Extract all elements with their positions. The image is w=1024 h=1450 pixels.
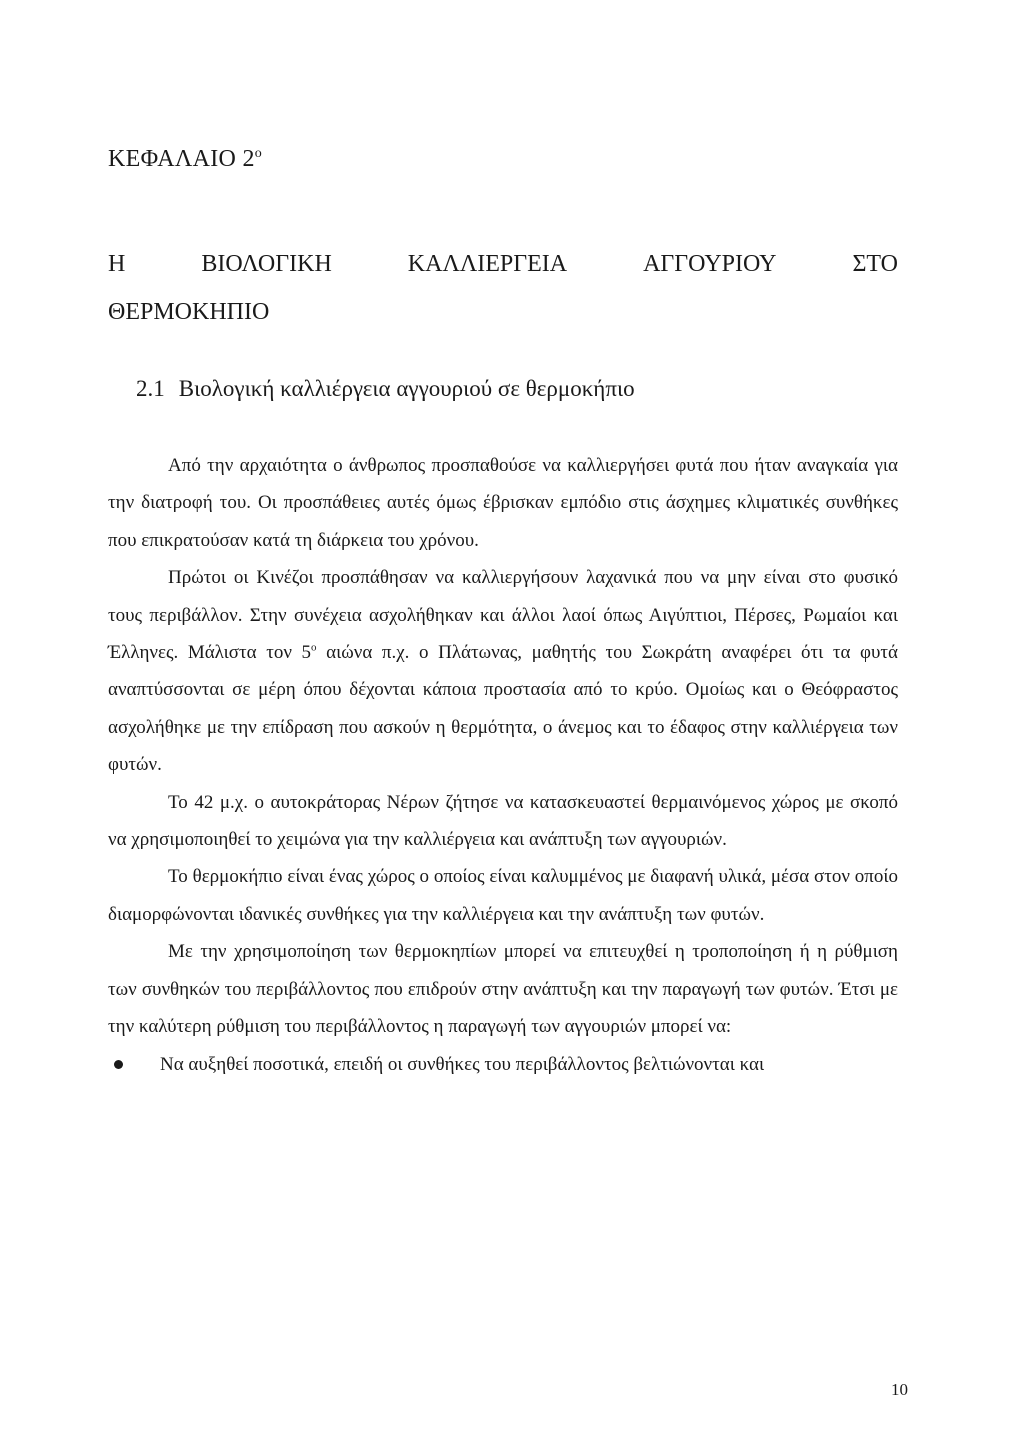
list-item-text: Να αυξηθεί ποσοτικά, επειδή οι συνθήκες του περιβάλλοντος βελτιώνονται και <box>160 1053 765 1075</box>
chapter-title-line-1 <box>108 240 898 288</box>
chapter-label: ΚΕΦΑΛΑΙΟ 2 <box>108 146 255 172</box>
body-text <box>108 447 898 1083</box>
section-number: 2.1 <box>136 376 165 401</box>
bullet-list <box>108 1046 898 1083</box>
title-word: ΒΙΟΛΟΓΙΚΗ <box>201 251 332 277</box>
title-word: ΣΤΟ <box>852 251 898 277</box>
page-number: 10 <box>891 1380 908 1399</box>
section-title: Βιολογική καλλιέργεια αγγουριού σε θερμοκήπιο <box>178 376 635 401</box>
paragraph: Το θερμοκήπιο είναι ένας χώρος ο οποίος είναι καλυμμένος με διαφανή υλικά, μέσα στον οποίο διαμορφώνονται ιδανικές συνθήκες για την καλλιέργεια και την ανάπτυξη των φυτών. <box>108 866 898 925</box>
paragraph-part: αιώνα π.χ. ο Πλάτωνας, μαθητής του Σωκράτη αναφέρει ότι τα φυτά αναπτύσσονται σε μέρη όπου δέχονται κάποια προστασία από το κρύο. Ομοίως και ο Θεόφραστος ασχολήθηκε με την επίδραση που ασκούν η θερμότητα, ο άνεμος και το έδαφος στην καλλιέργεια των φυτών. <box>108 642 898 776</box>
title-word: ΑΓΓΟΥΡΙΟΥ <box>643 251 777 277</box>
section-heading <box>136 376 635 402</box>
title-word: ΚΑΛΛΙΕΡΓΕΙΑ <box>407 251 568 277</box>
chapter-title-line-2: ΘΕΡΜΟΚΗΠΙΟ <box>108 299 270 325</box>
superscript: ο <box>311 641 317 654</box>
chapter-heading <box>108 146 262 173</box>
paragraph: Το 42 μ.χ. ο αυτοκράτορας Νέρων ζήτησε να κατασκευαστεί θερμαινόμενος χώρος με σκοπό να χρησιμοποιηθεί το χειμώνα για την καλλιέργεια και ανάπτυξη των αγγουριών. <box>108 791 898 851</box>
paragraph: Με την χρησιμοποίηση των θερμοκηπίων μπορεί να επιτευχθεί η τροποποίηση ή η ρύθμιση των συνθηκών του περιβάλλοντος που επιδρούν στην ανάπτυξη και την παραγωγή των φυτών. Έτσι με την καλύτερη ρύθμιση του περιβάλλοντος η παραγωγή των αγγουριών μπορεί να: <box>108 941 898 1038</box>
paragraph: Από την αρχαιότητα ο άνθρωπος προσπαθούσε να καλλιεργήσει φυτά που ήταν αναγκαία για την διατροφή του. Οι προσπάθειες αυτές όμως έβρισκαν εμπόδιο στις άσχημες κλιματικές συνθήκες που επικρατούσαν κατά τη διάρκεια του χρόνου. <box>108 455 898 551</box>
bullet-icon <box>114 1060 123 1069</box>
title-word: Η <box>108 251 126 277</box>
chapter-title <box>108 240 898 336</box>
paragraph-part: Πρώτοι οι Κινέζοι προσπάθησαν να καλλιεργήσουν λαχανικά που να μην είναι στο φυσικό τους περιβάλλον. Στην συνέχεια ασχολήθηκαν και άλλοι λαοί όπως Αιγύπτιοι, Πέρσες, Ρωμαίοι και Έλληνες. Μάλιστα τον 5 <box>108 567 898 664</box>
chapter-superscript: ο <box>254 146 263 161</box>
paragraph <box>108 559 898 783</box>
list-item <box>108 1046 898 1083</box>
